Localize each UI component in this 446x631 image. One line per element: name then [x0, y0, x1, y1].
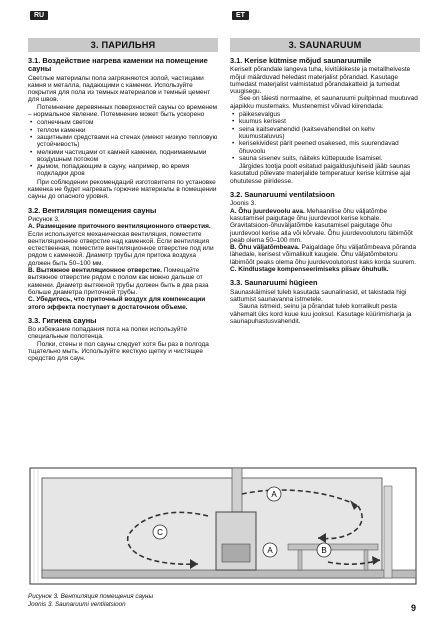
- list-item: • мелкими частицами от камней каменки, поднимаемыми воздушным потоком: [37, 149, 218, 164]
- paragraph-ru-darkening: Потемнение деревянных поверхностей сауны со временем – нормальное явление. Потемнение может быть ускорено: [28, 103, 218, 119]
- item-et-a: [230, 208, 420, 244]
- label-c: [153, 525, 167, 539]
- item-et-a-text: Mehaanilise õhu väljatõmbe kasutamisel paigutage õhu juurdevool kerise kohale. Gravitatsioon-õhuväljatõmbe kasutamisel paigutage õhu juurdevool kerise alla või kõrvale. Õhu juurdevoolutoru läbimõõt peab olema 50–100 mm.: [230, 207, 413, 244]
- heading-et-3-1: 3.1. Kerise kütmise mõjud saunaruumile: [230, 56, 372, 65]
- section-title-ru: 3. ПАРИЛЬНЯ: [28, 38, 218, 52]
- item-et-b-key: B. Õhu väljatõmbeava.: [230, 244, 300, 252]
- list-et-darkening: [230, 111, 420, 162]
- column-ru: [28, 57, 218, 363]
- figure-caption-et: Joonis 3. Saunaruumi ventilatsioon: [28, 601, 126, 608]
- paragraph-et-darkening: See on täiesti normaalne, et saunaruumi puitpinnad muutuvad ajapikku mustemaks. Mustenemist võivad kiirendada:: [230, 95, 418, 110]
- figure-caption-ru: Рисунок 3. Вентиляция помещения сауны: [28, 593, 154, 600]
- paragraph-et-floor: Keriselt põrandale langeva tuha, kivitükikeste ja metallhelveste mõjul määrduvad heledast materjalist põrandad. Kasutage tumedast materjalist valmistatud põrandakatteid ja tumedat vuugisegu.: [230, 66, 411, 96]
- heading-ru-3-1: 3.1. Воздействие нагрева каменки на помещение сауны: [28, 56, 208, 74]
- label-a-top: [267, 487, 281, 501]
- item-ru-a-text: Если используется механическая вентиляция, поместите вентиляционное отверстие над каменкой. Если вентиляция естественная, поместите вентиляционное отверстие под или рядом с каменкой. Диаметр трубы для притока воздуха должен быть 50–100 мм.: [28, 230, 214, 267]
- item-et-a-key: A. Õhu juurdevoolu ava.: [230, 207, 305, 215]
- heater-door: [222, 544, 250, 562]
- item-ru-b: [28, 267, 218, 296]
- heading-ru-3-2: 3.2. Вентиляция помещения сауны: [28, 205, 157, 215]
- list-item: • kerisekividest pärit peened osakesed, mis suurendavad õhuvoolu: [239, 140, 420, 155]
- list-item: • солнечным светом: [37, 119, 218, 126]
- list-item: • kuumus kerisest: [239, 118, 420, 125]
- list-item: • защитными средствами на стенах (имеют низкую тепловую устойчивость): [37, 134, 218, 149]
- floor: [42, 570, 416, 578]
- svg-text:B: B: [321, 546, 327, 555]
- item-ru-b-text: Помещайте вытяжное отверстие рядом с полом как можно дальше от каменки. Диаметр вытяжной трубы должен быть в два раза больше диаметра приточной трубы.: [28, 267, 209, 296]
- page-number: 9: [410, 603, 416, 613]
- heading-et-3-3: 3.3. Saunaruumi hügieen: [230, 278, 318, 288]
- paragraph-ru-floor: Светлые материалы пола загрязняются золой, частицами камня и металла, падающими с каменки. Используйте покрытия для пола из темных материалов и темный цемент для швов.: [28, 74, 211, 104]
- paragraph-ru-cleaning: Полки, стены и пол сауны следует хотя бы раз в полгода тщательно мыть. Используйте жесткую щетку и чистящее средство для саун.: [28, 340, 209, 363]
- paragraph-ru-towels: Во избежание попадания пота на полки используйте специальные полотенца.: [28, 326, 188, 341]
- label-b: [317, 543, 331, 557]
- list-item: • seina kaitsevahendid (kaitsevahenditel on kehv kuumustaluvus): [239, 126, 420, 141]
- item-et-b: [230, 244, 420, 266]
- heading-et-3-2: 3.2. Saunaruumi ventilatsioon: [230, 190, 335, 200]
- heading-ru-3-3: 3.3. Гигиена сауны: [28, 315, 97, 325]
- item-ru-a-key: A. Размещение приточного вентиляционного отверстия.: [28, 223, 211, 231]
- paragraph-et-towels: Saunaskäimisel tuleb kasutada saunalinasid, et takistada higi sattumist saunavanna istmetele.: [230, 288, 407, 303]
- column-et: [230, 57, 420, 325]
- label-a-bottom: [263, 543, 277, 557]
- item-ru-a: [28, 223, 218, 267]
- svg-text:A: A: [267, 546, 273, 555]
- list-item: • päikesevalgus: [239, 111, 420, 118]
- section-title-et: 3. SAUNARUUM: [230, 38, 420, 52]
- list-item: • дымом, попадающим в сауну, например, во время подкладки дров: [37, 163, 218, 178]
- exhaust-duct: [384, 486, 392, 578]
- paragraph-et-safety: Järgides tootja poolt esitatud paigaldusjuhiseid jääb saunas kasutatud põlevate materjalide temperatuur kerise kütmise ajal ohututesse piiridesse.: [230, 163, 411, 185]
- list-item: • sauna sisenev suits, näiteks küttepuude lisamisel.: [239, 155, 420, 162]
- sauna-ventilation-diagram: [28, 466, 420, 586]
- item-et-c: C. Kindlustage kompenseerimiseks piisav õhuhulk.: [230, 266, 389, 274]
- paragraph-et-cleaning: Sauna istmeid, seinu ja põrandat tuleb korralikult pesta vähemalt üks kord kuue kuu jooksul. Kasutage küürimisharja ja saunapuhastusvahendit.: [230, 303, 412, 325]
- svg-text:C: C: [157, 528, 163, 537]
- item-ru-b-key: B. Вытяжное вентиляционное отверстие.: [28, 267, 162, 275]
- item-et-b-text: Paigaldage õhu väljatõmbeava põranda lähedale, kerisest võimalikult kaugele. Õhu väljatõmbetoru läbimõõt peaks olema õhu juurdevoolutorust kaks korda suurem.: [230, 244, 417, 266]
- sauna-bench: [288, 544, 378, 550]
- flue-pipe: [232, 468, 242, 512]
- figure-ref-ru: Рисунок 3.: [28, 215, 60, 223]
- item-ru-c: C. Убедитесь, что приточный воздух для компенсации этого эффекта поступает в достаточном объеме.: [28, 296, 206, 311]
- language-tag-ru: RU: [30, 11, 48, 20]
- svg-text:A: A: [271, 490, 277, 499]
- list-item: • теплом каменки: [37, 127, 218, 134]
- language-tag-et: ET: [232, 11, 249, 20]
- figure-ref-et: Joonis 3.: [230, 200, 257, 208]
- paragraph-ru-safety: При соблюдении рекомендаций изготовителя по установке каменка не будет нагревать горючие материалы в помещении сауны до опасного уровня.: [28, 178, 217, 201]
- list-ru-darkening: [28, 119, 218, 177]
